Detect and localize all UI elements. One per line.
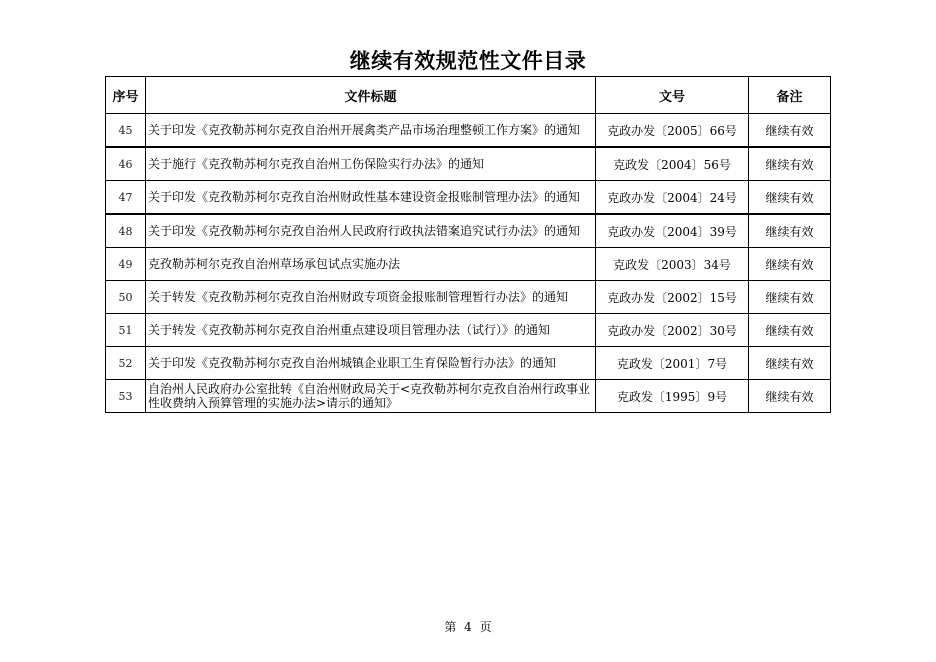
table-row (106, 314, 831, 347)
row-seq: 48 (106, 214, 146, 248)
row-remark: 继续有效 (749, 147, 831, 181)
row-title: 关于印发《克孜勒苏柯尔克孜自治州财政性基本建设资金报账制管理办法》的通知 (146, 181, 596, 215)
page-label-suffix: 页 (479, 620, 492, 634)
row-remark: 继续有效 (749, 214, 831, 248)
row-doc-no: 克政发〔2003〕34号 (596, 248, 749, 281)
row-seq: 45 (106, 114, 146, 148)
row-seq: 53 (106, 380, 146, 413)
column-header-remark: 备注 (749, 77, 831, 114)
document-table (105, 76, 831, 413)
row-doc-no: 克政办发〔2002〕30号 (596, 314, 749, 347)
page-title: 继续有效规范性文件目录 (349, 49, 587, 73)
row-remark: 继续有效 (749, 314, 831, 347)
table-row (106, 248, 831, 281)
row-remark: 继续有效 (749, 281, 831, 314)
table-row (106, 147, 831, 181)
table-row (106, 281, 831, 314)
row-title: 关于转发《克孜勒苏柯尔克孜自治州重点建设项目管理办法（试行）》的通知 (146, 314, 596, 347)
table-row (106, 181, 831, 215)
row-remark: 继续有效 (749, 248, 831, 281)
table-row (106, 114, 831, 148)
row-doc-no: 克政发〔2001〕7号 (596, 347, 749, 380)
column-header-doc-no: 文号 (596, 77, 749, 114)
row-title: 关于施行《克孜勒苏柯尔克孜自治州工伤保险实行办法》的通知 (146, 147, 596, 181)
row-seq: 47 (106, 181, 146, 215)
column-header-name: 文件标题 (146, 77, 596, 114)
row-doc-no: 克政发〔2004〕56号 (596, 147, 749, 181)
row-remark: 继续有效 (749, 380, 831, 413)
row-seq: 51 (106, 314, 146, 347)
row-doc-no: 克政办发〔2004〕39号 (596, 214, 749, 248)
row-remark: 继续有效 (749, 114, 831, 148)
row-title: 关于转发《克孜勒苏柯尔克孜自治州财政专项资金报账制管理暂行办法》的通知 (146, 281, 596, 314)
row-remark: 继续有效 (749, 347, 831, 380)
table-row (106, 214, 831, 248)
row-doc-no: 克政办发〔2005〕66号 (596, 114, 749, 148)
row-remark: 继续有效 (749, 181, 831, 215)
row-seq: 46 (106, 147, 146, 181)
column-header-seq: 序号 (106, 77, 146, 114)
row-title: 关于印发《克孜勒苏柯尔克孜自治州开展禽类产品市场治理整顿工作方案》的通知 (146, 114, 596, 148)
row-doc-no: 克政办发〔2004〕24号 (596, 181, 749, 215)
page-label-prefix: 第 (444, 620, 457, 634)
row-doc-no: 克政发〔1995〕9号 (596, 380, 749, 413)
page-footer (0, 619, 936, 635)
row-title: 克孜勒苏柯尔克孜自治州草场承包试点实施办法 (146, 248, 596, 281)
row-seq: 52 (106, 347, 146, 380)
row-doc-no: 克政办发〔2002〕15号 (596, 281, 749, 314)
table-header-row (106, 77, 831, 114)
row-seq: 49 (106, 248, 146, 281)
row-title: 关于印发《克孜勒苏柯尔克孜自治州城镇企业职工生育保险暂行办法》的通知 (146, 347, 596, 380)
row-title: 关于印发《克孜勒苏柯尔克孜自治州人民政府行政执法错案追究试行办法》的通知 (146, 214, 596, 248)
table-row (106, 347, 831, 380)
table-row (106, 380, 831, 413)
row-seq: 50 (106, 281, 146, 314)
row-title: 自治州人民政府办公室批转《自治州财政局关于<克孜勒苏柯尔克孜自治州行政事业性收费纳入预算管理的实施办法>请示的通知》 (146, 380, 596, 413)
page-number: 4 (464, 620, 472, 634)
